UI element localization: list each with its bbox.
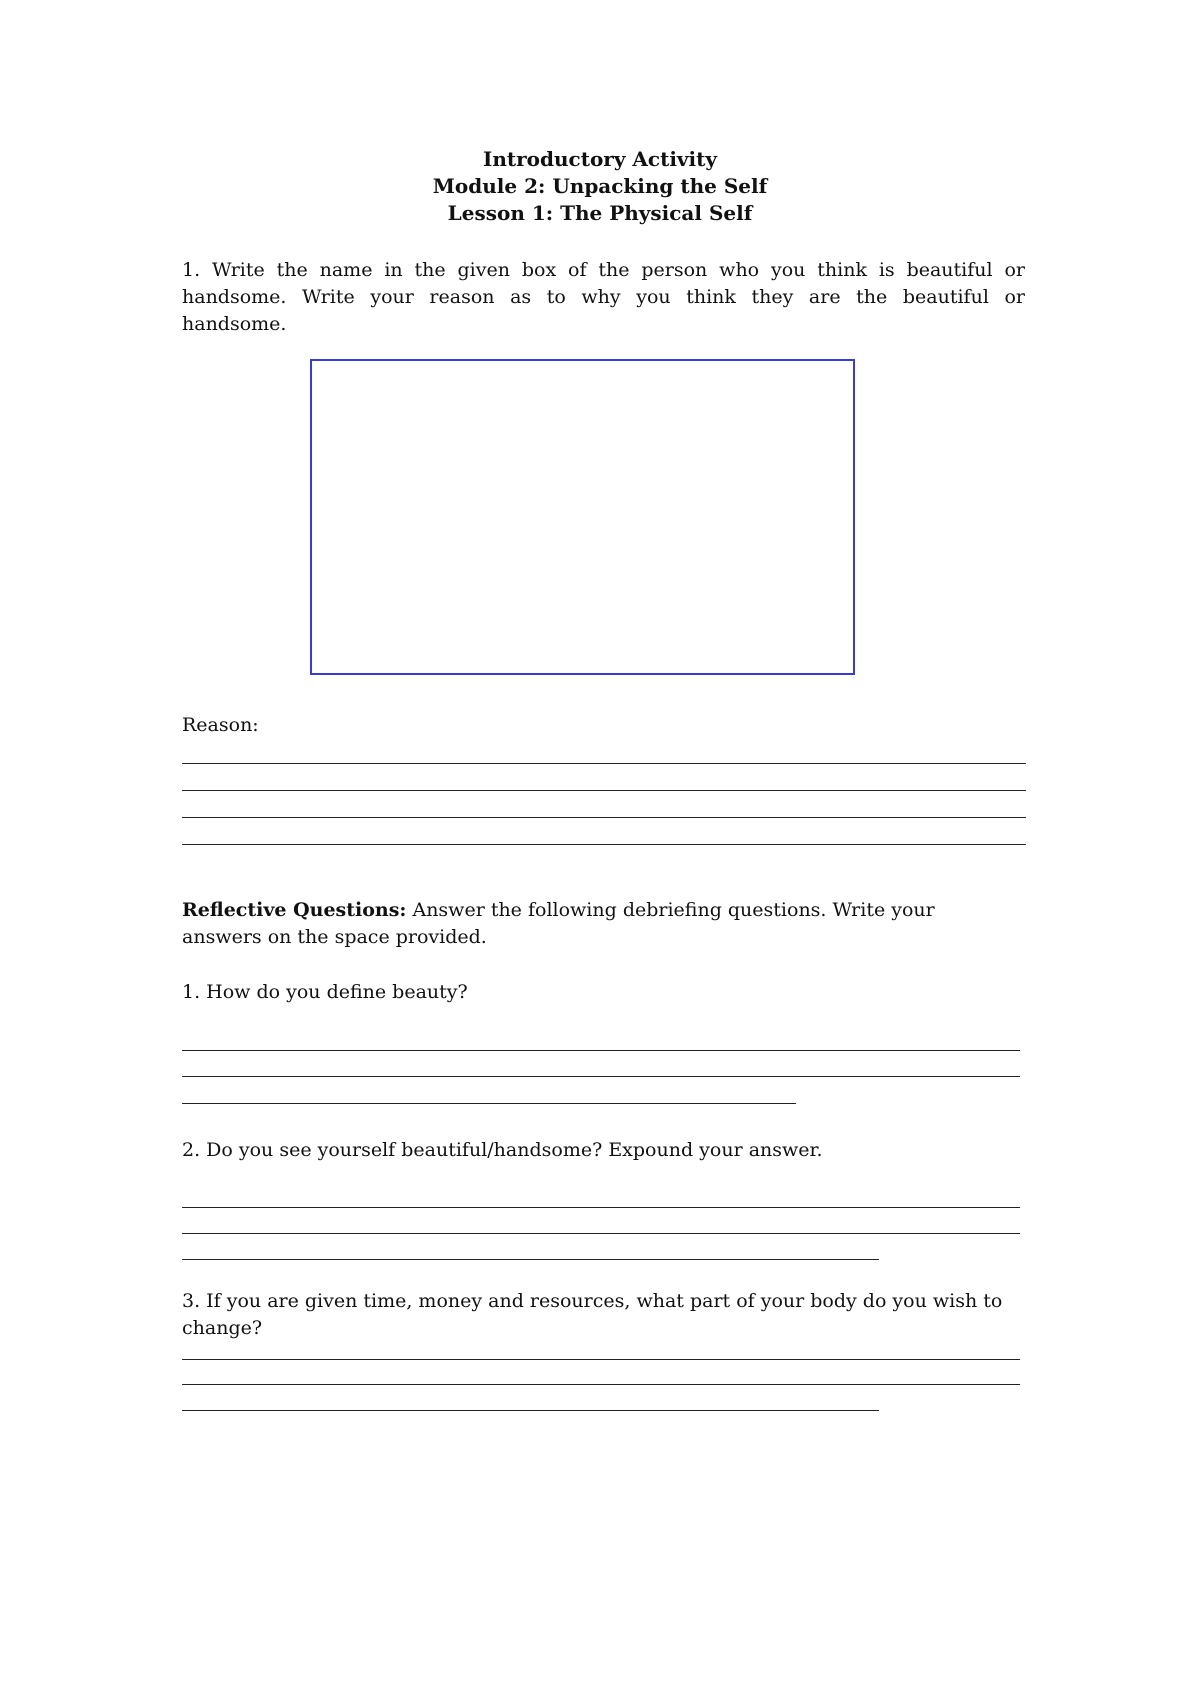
answer-line-q1[interactable] <box>182 1076 1020 1077</box>
instruction-text: Write the name in the given box of the person who you think is beautiful or handsome. Write your reason as to why you think they are the beautiful or handsome. <box>182 259 1025 335</box>
reason-label: Reason: <box>182 714 259 736</box>
name-answer-box[interactable] <box>310 359 855 675</box>
lesson-title: Lesson 1: The Physical Self <box>447 201 753 225</box>
reason-answer-line[interactable] <box>182 844 1026 845</box>
answer-line-q1[interactable] <box>182 1050 1020 1051</box>
reason-answer-line[interactable] <box>182 817 1026 818</box>
reason-answer-line[interactable] <box>182 763 1026 764</box>
instruction-number: 1. <box>182 259 201 281</box>
answer-line-q3[interactable] <box>182 1359 1020 1360</box>
answer-line-q3[interactable] <box>182 1410 879 1411</box>
module-title: Module 2: Unpacking the Self <box>432 174 768 198</box>
answer-line-q2[interactable] <box>182 1259 879 1260</box>
answer-line-q1[interactable] <box>182 1103 796 1104</box>
answer-line-q3[interactable] <box>182 1384 1020 1385</box>
title-block <box>0 146 1200 227</box>
reason-answer-line[interactable] <box>182 790 1026 791</box>
answer-line-q2[interactable] <box>182 1207 1020 1208</box>
reflective-text: Answer the following debriefing questions. Write your answers on the space provided. <box>182 899 935 948</box>
instruction-paragraph <box>182 257 1025 338</box>
question-2: 2. Do you see yourself beautiful/handsome? Expound your answer. <box>182 1139 823 1161</box>
reflective-instructions <box>182 897 1012 951</box>
answer-line-q2[interactable] <box>182 1233 1020 1234</box>
question-1: 1. How do you define beauty? <box>182 981 468 1003</box>
page-title: Introductory Activity <box>482 147 718 171</box>
reflective-label: Reflective Questions: <box>182 899 407 921</box>
question-3: 3. If you are given time, money and resources, what part of your body do you wish to change? <box>182 1290 1003 1339</box>
